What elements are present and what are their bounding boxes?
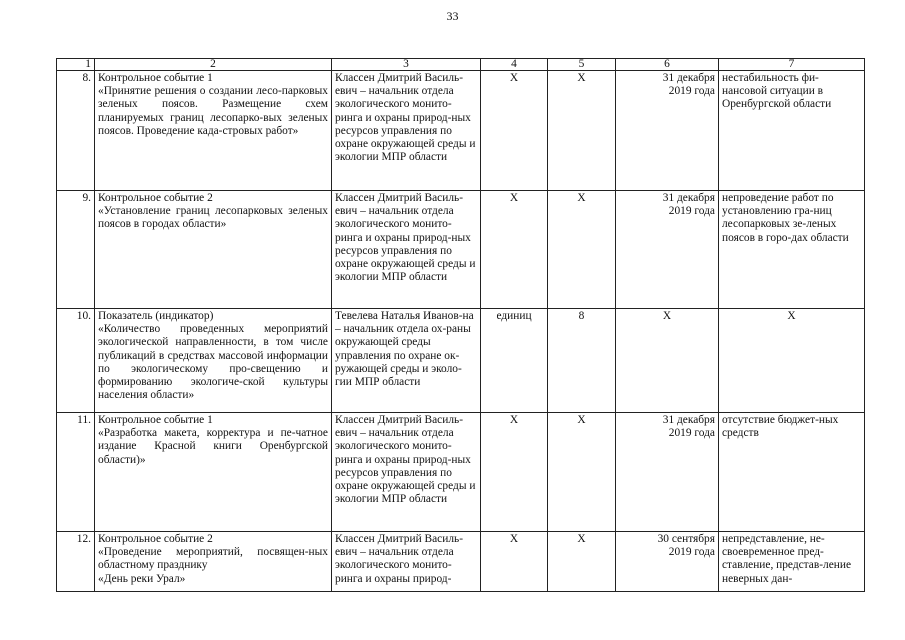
value-cell: X bbox=[548, 191, 616, 309]
header-row bbox=[57, 59, 865, 71]
row-number: 8. bbox=[57, 71, 95, 191]
unit-cell: X bbox=[481, 191, 548, 309]
row-number: 12. bbox=[57, 532, 95, 592]
header-cell: 4 bbox=[481, 59, 548, 71]
row-number: 10. bbox=[57, 309, 95, 413]
value-cell: 8 bbox=[548, 309, 616, 413]
event-description: Контрольное событие 2 «Проведение мероприятий, посвящен-ных областному празднику «День реки Урал» bbox=[95, 532, 332, 592]
responsible-person: Классен Дмитрий Василь-евич – начальник отдела экологического монито-ринга и охраны природ-ных ресурсов управления по охране окружающей среды и экологии МПР области bbox=[332, 413, 481, 532]
event-description: Показатель (индикатор) «Количество проведенных мероприятий экологической направленности, в том числе публикаций в средствах массовой информации по экологическому про-свещению и формированию экологиче-ской культуры населения области» bbox=[95, 309, 332, 413]
risk-cell: X bbox=[719, 309, 865, 413]
table-row bbox=[57, 191, 865, 309]
event-description: Контрольное событие 1 «Принятие решения о создании лесо-парковых зеленых поясов. Размещение схем планируемых границ лесопарко-вых зеленых поясов. Проведение када-стровых работ» bbox=[95, 71, 332, 191]
value-cell: X bbox=[548, 532, 616, 592]
event-description: Контрольное событие 2 «Установление границ лесопарковых зеленых поясов в городах области» bbox=[95, 191, 332, 309]
unit-cell: X bbox=[481, 413, 548, 532]
table-row bbox=[57, 532, 865, 592]
table-row bbox=[57, 309, 865, 413]
value-cell: X bbox=[548, 71, 616, 191]
responsible-person: Классен Дмитрий Василь-евич – начальник отдела экологического монито-ринга и охраны природ-ных ресурсов управления по охране окружающей среды и экологии МПР области bbox=[332, 191, 481, 309]
deadline-cell: 31 декабря 2019 года bbox=[616, 191, 719, 309]
deadline-cell: X bbox=[616, 309, 719, 413]
deadline-cell: 31 декабря 2019 года bbox=[616, 413, 719, 532]
table-row bbox=[57, 71, 865, 191]
unit-cell: единиц bbox=[481, 309, 548, 413]
value-cell: X bbox=[548, 413, 616, 532]
page-number: 33 bbox=[446, 9, 459, 23]
header-cell: 2 bbox=[95, 59, 332, 71]
unit-cell: X bbox=[481, 532, 548, 592]
header-cell: 3 bbox=[332, 59, 481, 71]
deadline-cell: 31 декабря 2019 года bbox=[616, 71, 719, 191]
row-number: 11. bbox=[57, 413, 95, 532]
deadline-cell: 30 сентября 2019 года bbox=[616, 532, 719, 592]
responsible-person: Классен Дмитрий Василь-евич – начальник отдела экологического монито-ринга и охраны природ-ных ресурсов управления по охране окружающей среды и экологии МПР области bbox=[332, 71, 481, 191]
responsible-person: Тевелева Наталья Иванов-на – начальник отдела ох-раны окружающей среды управления по охране ок-ружающей среды и эколо-гии МПР области bbox=[332, 309, 481, 413]
unit-cell: X bbox=[481, 71, 548, 191]
header-cell: 7 bbox=[719, 59, 865, 71]
row-number: 9. bbox=[57, 191, 95, 309]
risk-cell: непроведение работ по установлению гра-ниц лесопарковых зе-леных поясов в горо-дах области bbox=[719, 191, 865, 309]
header-cell: 5 bbox=[548, 59, 616, 71]
risk-cell: отсутствие бюджет-ных средств bbox=[719, 413, 865, 532]
header-cell: 1 bbox=[57, 59, 95, 71]
header-cell: 6 bbox=[616, 59, 719, 71]
plan-table bbox=[56, 58, 865, 592]
risk-cell: нестабильность фи-нансовой ситуации в Оренбургской области bbox=[719, 71, 865, 191]
table-row bbox=[57, 413, 865, 532]
event-description: Контрольное событие 1 «Разработка макета, корректура и пе-чатное издание Красной книги Оренбургской области)» bbox=[95, 413, 332, 532]
risk-cell: непредставление, не-своевременное пред-ставление, представ-ление неверных дан- bbox=[719, 532, 865, 592]
responsible-person: Классен Дмитрий Василь-евич – начальник отдела экологического монито-ринга и охраны природ- bbox=[332, 532, 481, 592]
